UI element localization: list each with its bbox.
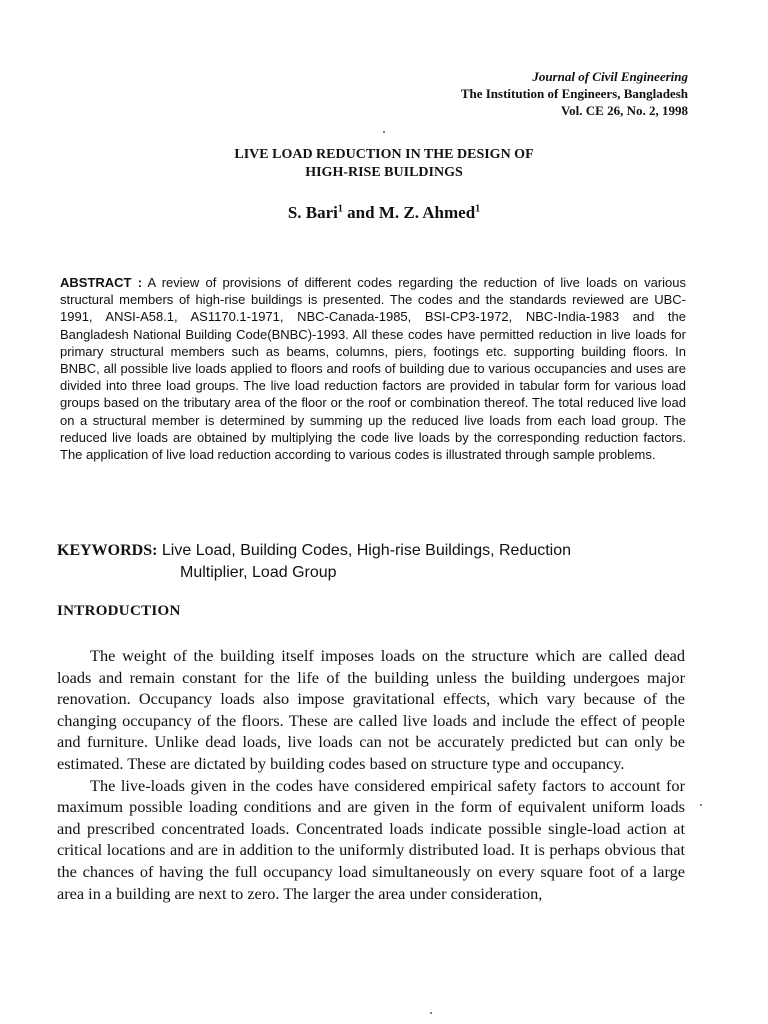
journal-volume: Vol. CE 26, No. 2, 1998 (560, 103, 688, 118)
section-heading-introduction: INTRODUCTION (57, 603, 181, 619)
journal-institution: The Institution of Engineers, Bangladesh (460, 86, 688, 101)
author-1: S. Bari (287, 203, 338, 222)
abstract-text: A review of provisions of different codes regarding the reduction of live loads on various structural members of high-rise buildings is presented. The codes and the standards reviewed are UBC-1991, ANSI-A58.1, AS1170.1-1971, NBC-Canada-1985, BSI-CP3-1972, NBC-India-1983 and the Bangladesh National Building Code(BNBC)-1993. All these codes have permitted reduction in live loads for primary structural members such as beams, columns, piers, footings etc. supporting building floors. In BNBC, all possible live loads applied to floors and roofs of building due to various occupancies and uses are divided into three load groups. The live load reduction factors are provided in tabular form for various load groups based on the tributary area of the floor or the roof or combination thereof. The total reduced live load on a structural member is determined by summing up the reduced live loads from each load group. The reduced live loads are obtained by multiplying the code live loads by the corresponding reduction factors. The application of live load reduction according to various codes is illustrated through sample problems. (60, 275, 686, 463)
journal-header (461, 68, 688, 119)
journal-name: Journal of Civil Engineering (532, 69, 688, 84)
introduction-paragraph-1: The weight of the building itself imposes loads on the structure which are called dead loads and remain constant for the life of the building unless the building undergoes major renovation. Occupancy loads also impose gravitational effects, which vary because of the changing occupancy of the floors. These are called live loads and include the effect of people and furniture. Unlike dead loads, live loads can not be accurately predicted but can only be estimated. These are dictated by building codes based on structure type and occupancy. (57, 646, 685, 773)
paper-authors (0, 203, 768, 223)
keywords-line2: Multiplier, Load Group (180, 564, 337, 581)
scan-speck (700, 804, 702, 806)
keywords-label: KEYWORDS: (57, 542, 158, 559)
author-2: M. Z. Ahmed (378, 203, 476, 222)
author-1-affiliation: 1 (337, 203, 343, 215)
introduction-paragraph-2: The live-loads given in the codes have considered empirical safety factors to account for maximum possible loading conditions and are given in the form of equivalent uniform loads and prescribed concentrated loads. Concentrated loads indicate possible single-load action at critical locations and are in addition to the uniformly distributed load. It is perhaps obvious that the chances of having the full occupancy load simultaneously on every square foot of a large area in a building are next to zero. The larger the area under consideration, (57, 775, 685, 903)
paper-title (0, 146, 768, 182)
author-2-affiliation: 1 (475, 203, 481, 215)
keywords (57, 540, 697, 584)
paper-title-line2: HIGH-RISE BUILDINGS (305, 165, 463, 180)
abstract (60, 274, 686, 463)
scan-speck (383, 131, 385, 133)
scan-speck (430, 1012, 432, 1014)
abstract-label: ABSTRACT : (60, 275, 143, 290)
introduction-body (57, 645, 685, 904)
keywords-line1: Live Load, Building Codes, High-rise Buildings, Reduction (161, 542, 572, 559)
paper-title-line1: LIVE LOAD REDUCTION IN THE DESIGN OF (234, 147, 534, 162)
author-separator: and (342, 203, 379, 222)
